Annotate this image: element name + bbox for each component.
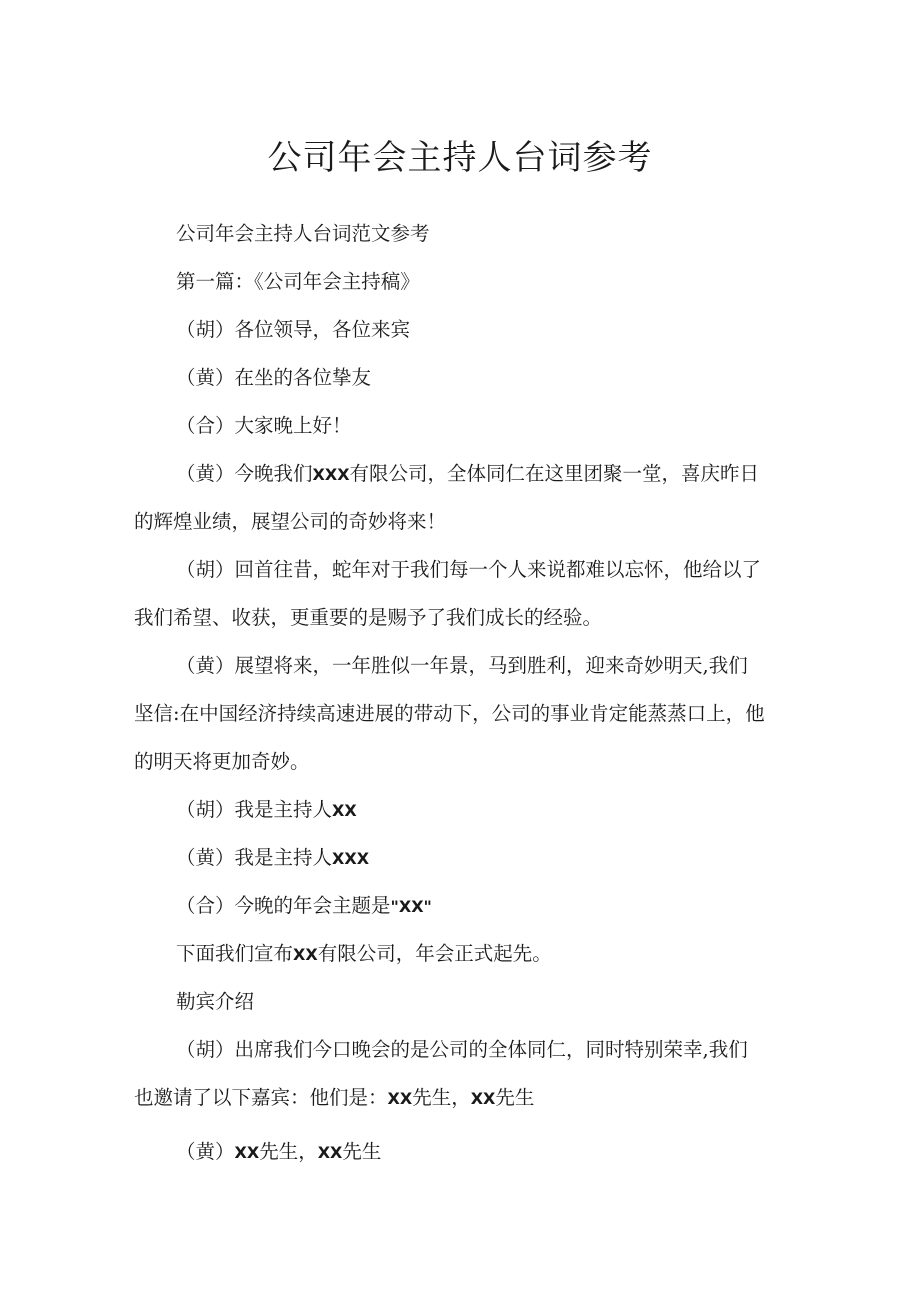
dialogue-line: （胡）出席我们今口晚会的是公司的全体同仁，同时特别荣幸,我们 [176, 1038, 748, 1061]
section-label: 勒宾介绍 [176, 990, 255, 1013]
dialogue-line: 我们希望、收获，更重要的是赐予了我们成长的经验。 [134, 606, 603, 629]
dialogue-line: （合）今晚的年会主题是"XX" [176, 894, 432, 917]
dialogue-line: （黄）今晚我们XXX有限公司，全体同仁在这里团聚一堂，喜庆昨日 [176, 462, 760, 485]
dialogue-line: （合）大家晚上好！ [176, 414, 352, 437]
dialogue-line: （胡）各位领导，各位来宾 [176, 318, 411, 341]
subtitle-line: 公司年会主持人台词范文参考 [176, 222, 430, 245]
dialogue-line: 下面我们宣布XX有限公司，年会正式起先。 [176, 942, 552, 965]
dialogue-line: （胡）我是主持人XX [176, 798, 357, 821]
dialogue-line: 也邀请了以下嘉宾：他们是：XX先生，XX先生 [134, 1086, 535, 1109]
dialogue-line: 坚信:在中国经济持续高速进展的带动下，公司的事业肯定能蒸蒸口上，他 [134, 702, 765, 725]
dialogue-line: （黄）展望将来，一年胜似一年景，马到胜利，迎来奇妙明天,我们 [176, 654, 748, 677]
dialogue-line: （黄）XX先生，XX先生 [176, 1140, 382, 1163]
dialogue-line: 的明天将更加奇妙。 [134, 750, 310, 773]
document-title: 公司年会主持人台词参考 [267, 138, 653, 178]
dialogue-line: （胡）回首往昔，蛇年对于我们每一个人来说都难以忘怀，他给以了 [176, 558, 762, 581]
section-heading: 第一篇：《公司年会主持稿》 [176, 270, 420, 293]
dialogue-line: 的辉煌业绩，展望公司的奇妙将来！ [134, 510, 447, 533]
dialogue-line: （黄）在坐的各位挚友 [176, 366, 372, 389]
dialogue-line: （黄）我是主持人XXX [176, 846, 370, 869]
